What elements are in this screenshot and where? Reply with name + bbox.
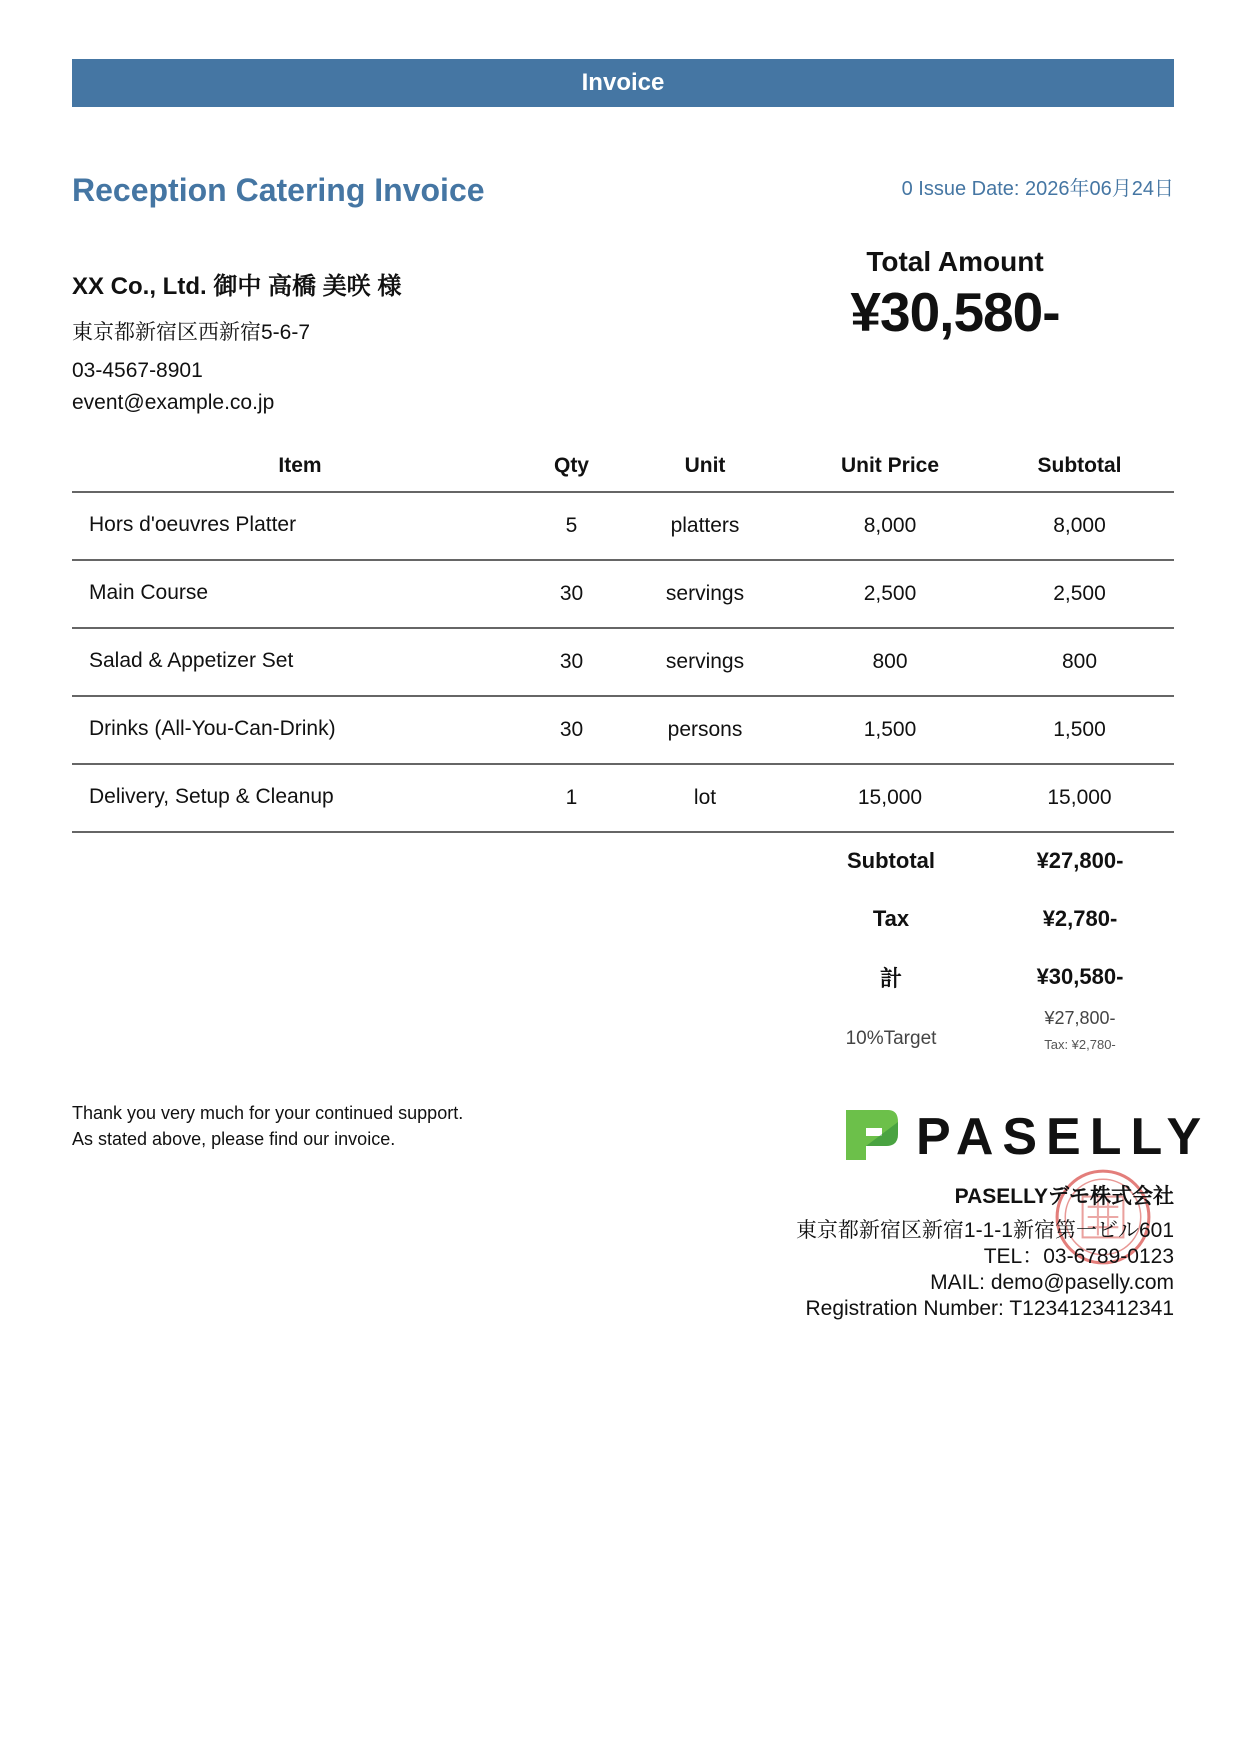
column-header-item: Item	[72, 440, 528, 492]
client-name: XX Co., Ltd. 御中 高橋 美咲 様	[72, 273, 402, 300]
item-unit-price: 1,500	[795, 696, 985, 764]
company-registration: Registration Number: T1234123412341	[805, 1297, 1174, 1320]
item-subtotal: 800	[985, 628, 1174, 696]
company-tel: TEL：03-6789-0123	[983, 1245, 1174, 1268]
total-amount-label: Total Amount	[866, 246, 1044, 277]
item-unit: platters	[615, 492, 795, 560]
company-name: PASELLYデモ株式会社	[954, 1185, 1174, 1208]
item-name: Hors d'oeuvres Platter	[72, 492, 528, 560]
tax-row	[796, 890, 1174, 948]
grand-total-value: ¥30,580-	[1036, 964, 1124, 989]
column-header-unit: Unit	[615, 440, 795, 492]
tax-target-amount: ¥27,800-	[1044, 1008, 1116, 1028]
item-unit: lot	[615, 764, 795, 832]
tax-value: ¥2,780-	[1042, 906, 1118, 931]
table-row	[72, 696, 1174, 764]
item-name: Delivery, Setup & Cleanup	[72, 764, 528, 832]
item-unit-price: 8,000	[795, 492, 985, 560]
table-header-row	[72, 440, 1174, 492]
item-qty: 30	[528, 560, 615, 628]
table-row	[72, 492, 1174, 560]
column-header-unit-price: Unit Price	[795, 440, 985, 492]
totals-block	[796, 832, 1174, 1052]
closing-message-line-1: Thank you very much for your continued support.	[72, 1103, 464, 1123]
company-address: 東京都新宿区新宿1-1-1新宿第一ビル601	[795, 1219, 1174, 1242]
total-amount-value: ¥30,580-	[850, 281, 1060, 343]
client-phone: 03-4567-8901	[72, 359, 203, 382]
grand-total-row	[796, 948, 1174, 1006]
tax-target-tax: Tax: ¥2,780-	[1044, 1037, 1116, 1052]
closing-message	[72, 1100, 463, 1152]
item-unit-price: 2,500	[795, 560, 985, 628]
item-unit: persons	[615, 696, 795, 764]
subtotal-row	[796, 832, 1174, 890]
table-row	[72, 628, 1174, 696]
closing-message-line-2: As stated above, please find our invoice.	[72, 1129, 396, 1149]
column-header-qty: Qty	[528, 440, 615, 492]
item-qty: 30	[528, 628, 615, 696]
client-email: event@example.co.jp	[72, 391, 275, 414]
client-block	[72, 266, 401, 419]
line-items-table	[72, 440, 1174, 833]
document-header-bar	[72, 59, 1174, 107]
item-subtotal: 2,500	[985, 560, 1174, 628]
subtotal-value: ¥27,800-	[1036, 848, 1124, 873]
company-block	[796, 1180, 1174, 1322]
item-name: Drinks (All-You-Can-Drink)	[72, 696, 528, 764]
item-name: Salad & Appetizer Set	[72, 628, 528, 696]
total-amount-block	[820, 246, 1090, 344]
column-header-subtotal: Subtotal	[985, 440, 1174, 492]
subtotal-label: Subtotal	[847, 848, 935, 873]
item-unit: servings	[615, 560, 795, 628]
tax-target-label: 10%Target	[845, 1028, 937, 1049]
paselly-logo-icon	[842, 1104, 902, 1164]
table-row	[72, 764, 1174, 832]
item-qty: 5	[528, 492, 615, 560]
tax-target-values	[986, 1008, 1174, 1052]
logo-wordmark: PASELLY	[916, 1108, 1211, 1166]
item-unit: servings	[615, 628, 795, 696]
item-qty: 1	[528, 764, 615, 832]
issue-date: 0 Issue Date: 2026年06月24日	[901, 178, 1174, 200]
item-subtotal: 8,000	[985, 492, 1174, 560]
tax-label: Tax	[872, 906, 910, 931]
item-qty: 30	[528, 696, 615, 764]
item-name: Main Course	[72, 560, 528, 628]
item-unit-price: 800	[795, 628, 985, 696]
client-address: 東京都新宿区西新宿5-6-7	[72, 321, 311, 344]
invoice-title: Reception Catering Invoice	[72, 172, 485, 208]
item-subtotal: 1,500	[985, 696, 1174, 764]
table-row	[72, 560, 1174, 628]
item-unit-price: 15,000	[795, 764, 985, 832]
company-mail: MAIL: demo@paselly.com	[930, 1271, 1174, 1294]
company-logo	[842, 1103, 1211, 1166]
document-type-label: Invoice	[581, 69, 665, 96]
grand-total-label: 計	[879, 965, 902, 991]
item-subtotal: 15,000	[985, 764, 1174, 832]
tax-target-row	[796, 1008, 1174, 1052]
